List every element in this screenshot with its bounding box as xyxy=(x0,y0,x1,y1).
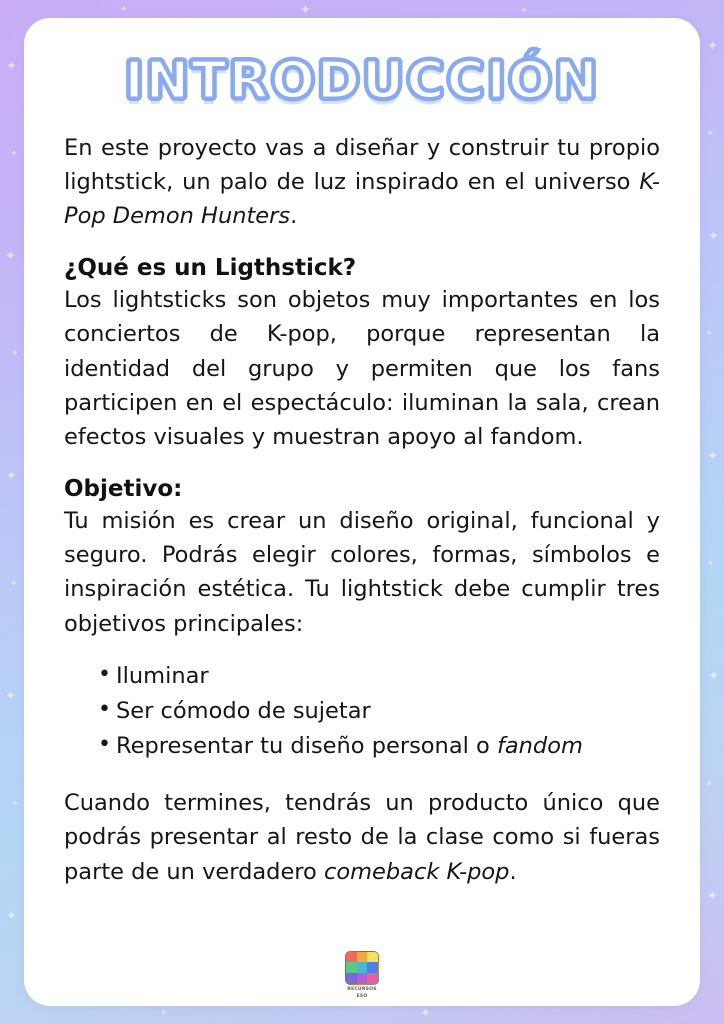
background-sparkle-pattern: ✦ ✦ ✦ ✦ ✦ ✦ ✦ ✦ ✦ ✦ ✦ ✦ ✦ ✦ ✦ ✦ ✦ ✦ ✦ ✦ ✦ ✦ ✦ xyxy=(5,3,719,1021)
section-heading-what-is-lightstick: ¿Qué es un Ligthstick? xyxy=(64,255,357,282)
intro-text: En este proyecto vas a diseñar y construir tu propio lightstick, un palo de luz inspirado en el universo xyxy=(64,134,660,195)
list-item xyxy=(98,659,660,694)
section-heading-objetivo: Objetivo: xyxy=(64,476,183,503)
closing-text: Cuando termines, tendrás un producto único que podrás presentar al resto de la clase como si fueras parte de un verdadero xyxy=(64,790,660,885)
spacer xyxy=(64,764,660,786)
closing-emphasis: comeback K-pop xyxy=(323,858,510,885)
objetivos-list xyxy=(64,659,660,764)
list-item-text: Representar tu diseño personal o xyxy=(116,733,497,760)
section-body-objetivo: Tu misión es crear un diseño original, funcional y seguro. Podrás elegir colores, formas, símbolos e inspiración estética. Tu lightstick debe cumplir tres objetivos principales: xyxy=(64,508,660,637)
list-item-emphasis: fandom xyxy=(496,733,583,760)
intro-emphasis: K-Pop Demon Hunters xyxy=(64,168,660,229)
list-item-text: Iluminar xyxy=(116,662,209,689)
page-title: INTRODUCCIÓN xyxy=(124,51,600,111)
intro-text-end: . xyxy=(290,202,298,229)
footer-logo-label-line1: RECURSOS xyxy=(347,986,377,992)
footer-logo xyxy=(340,951,384,1000)
list-item xyxy=(98,694,660,729)
document-card xyxy=(24,18,700,1006)
intro-paragraph xyxy=(64,131,660,234)
footer-logo-label-line2: ESO xyxy=(356,994,368,1000)
list-item xyxy=(98,729,660,764)
closing-text-end: . xyxy=(509,858,517,885)
section-body-what-is-lightstick: Los lightsticks son objetos muy importantes en los conciertos de K-pop, porque representan la identidad del grupo y permiten que los fans participen en el espectáculo: iluminan la sala, crean efectos visuales y muestran apoyo al fandom. xyxy=(64,287,660,450)
list-item-text: Ser cómodo de sujetar xyxy=(116,697,371,724)
recursos-eso-logo-icon xyxy=(345,951,379,985)
closing-paragraph xyxy=(64,786,660,889)
